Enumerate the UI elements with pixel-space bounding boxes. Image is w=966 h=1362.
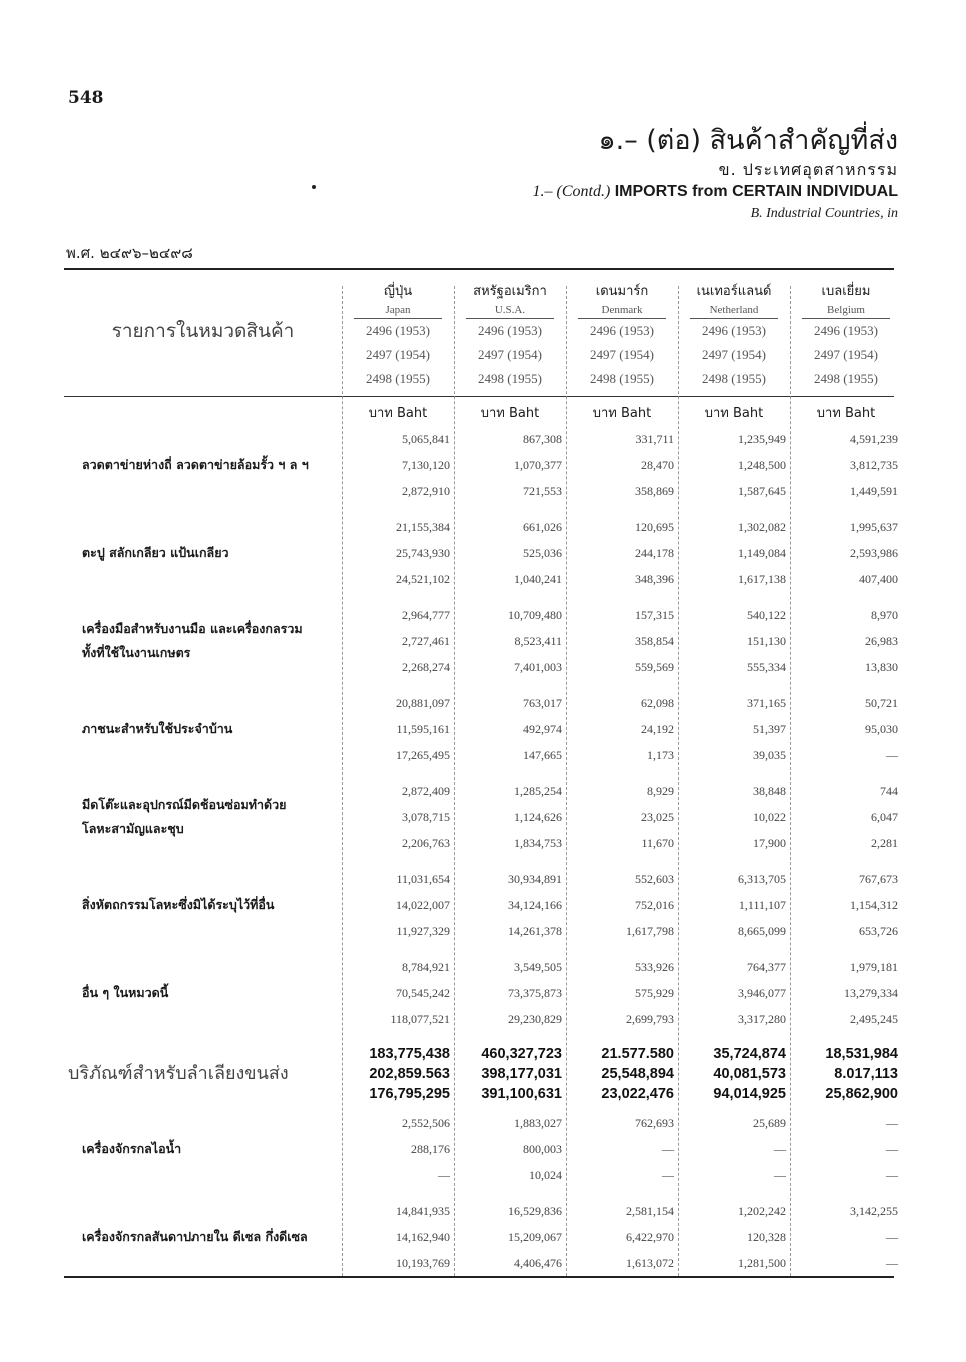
value: 2,872,910 <box>402 484 450 498</box>
value-cell <box>342 426 450 504</box>
value: 2,552,506 <box>402 1116 450 1130</box>
row-label-line: ลวดตาข่ายห่างถี่ ลวดตาข่ายล้อมรั้ว ฯ ล ฯ <box>82 457 309 472</box>
value: 3,549,505 <box>514 960 562 974</box>
value: 1,617,138 <box>738 572 786 586</box>
value-cell <box>342 514 450 592</box>
value: 7,401,003 <box>514 660 562 674</box>
value: — <box>438 1168 450 1182</box>
value-cell <box>342 954 450 1032</box>
value-cell <box>342 1198 450 1276</box>
value: 1,154,312 <box>850 898 898 912</box>
value: 1,883,027 <box>514 1116 562 1130</box>
value-cell <box>566 1198 674 1276</box>
value: 11,927,329 <box>396 924 450 938</box>
year-label: 2498 (1955) <box>478 371 542 386</box>
value: 3,317,280 <box>738 1012 786 1026</box>
value: 3,946,077 <box>738 986 786 1000</box>
row-label-line: เครื่องจักรกลไอน้ำ <box>82 1141 182 1156</box>
value: 3,078,715 <box>402 810 450 824</box>
unit-label: บาท Baht <box>816 406 876 421</box>
value: 1,040,241 <box>514 572 562 586</box>
value: 358,854 <box>635 634 674 648</box>
value-cell <box>342 602 450 680</box>
value: — <box>886 1230 898 1244</box>
value: 1,617,798 <box>626 924 674 938</box>
row-label-line: เครื่องจักรกลสันดาปภายใน ดีเซล กึ่งดีเซล <box>82 1229 308 1244</box>
value: 1,124,626 <box>514 810 562 824</box>
value: 8,784,921 <box>402 960 450 974</box>
value: 744 <box>880 784 898 798</box>
value: 358,869 <box>635 484 674 498</box>
column-header <box>454 268 566 391</box>
value: 8,523,411 <box>514 634 562 648</box>
year-label: 2497 (1954) <box>478 347 542 362</box>
row-label-line: ตะปู สลักเกลียว แป้นเกลียว <box>82 545 229 560</box>
value-cell <box>678 690 786 768</box>
value: — <box>886 1256 898 1270</box>
column-header <box>678 268 790 391</box>
year-label: 2497 (1954) <box>590 347 654 362</box>
value: 30,934,891 <box>508 872 562 886</box>
value: 371,165 <box>747 696 786 710</box>
value-cell <box>790 426 898 504</box>
value: 752,016 <box>635 898 674 912</box>
value-cell <box>790 1198 898 1276</box>
value-cell <box>566 778 674 856</box>
value: 62,098 <box>641 696 674 710</box>
value: 25,862,900 <box>825 1086 898 1102</box>
value: — <box>886 1168 898 1182</box>
value: — <box>662 1168 674 1182</box>
value: 14,841,935 <box>396 1204 450 1218</box>
value-cell <box>678 778 786 856</box>
row-label <box>82 617 352 665</box>
value: — <box>886 1116 898 1130</box>
value: 8,970 <box>871 608 898 622</box>
value: 867,308 <box>523 432 562 446</box>
value: 559,569 <box>635 660 674 674</box>
row-label <box>82 717 352 741</box>
country-thai-name: เบลเยี่ยม <box>821 284 871 299</box>
value: 575,929 <box>635 986 674 1000</box>
value: 767,673 <box>859 872 898 886</box>
value-cell <box>454 426 562 504</box>
value: 17,265,495 <box>396 748 450 762</box>
value: 3,812,735 <box>850 458 898 472</box>
page-number: 548 <box>68 88 104 108</box>
country-english-name: Netherland <box>709 304 759 316</box>
year-label: 2498 (1955) <box>814 371 878 386</box>
value: 763,017 <box>523 696 562 710</box>
value: 4,591,239 <box>850 432 898 446</box>
value: 23,022,476 <box>601 1086 674 1102</box>
value: 1,449,591 <box>850 484 898 498</box>
value: 8,929 <box>647 784 674 798</box>
value: 24,192 <box>641 722 674 736</box>
value-cell <box>342 778 450 856</box>
value-cell <box>566 1044 674 1104</box>
table-bottom-rule <box>64 1276 894 1278</box>
value: 460,327,723 <box>481 1046 562 1062</box>
year-label: 2497 (1954) <box>366 347 430 362</box>
value: 540,122 <box>747 608 786 622</box>
value: 244,178 <box>635 546 674 560</box>
value-cell <box>342 1044 450 1104</box>
value-cell <box>678 1198 786 1276</box>
column-header <box>790 268 902 391</box>
value: 10,193,769 <box>396 1256 450 1270</box>
value: 1,285,254 <box>514 784 562 798</box>
value-cell <box>678 514 786 592</box>
value: 1,202,242 <box>738 1204 786 1218</box>
row-label <box>82 893 352 917</box>
year-label: 2496 (1953) <box>366 323 430 338</box>
row-label <box>82 1137 352 1161</box>
unit-label: บาท Baht <box>592 406 652 421</box>
value-cell <box>454 602 562 680</box>
country-thai-name: เดนมาร์ก <box>595 284 649 299</box>
english-title <box>533 183 899 201</box>
value: 6,047 <box>871 810 898 824</box>
value: 95,030 <box>865 722 898 736</box>
value: 8,665,099 <box>738 924 786 938</box>
value: 11,670 <box>641 836 674 850</box>
value: 407,400 <box>859 572 898 586</box>
value: 653,726 <box>859 924 898 938</box>
row-label-line: มีดโต๊ะและอุปกรณ์มีดช้อนซ่อมทำด้วย <box>82 797 287 812</box>
value: 4,406,476 <box>514 1256 562 1270</box>
value-cell <box>566 954 674 1032</box>
value: 120,695 <box>635 520 674 534</box>
value: 51,397 <box>753 722 786 736</box>
value: 331,711 <box>635 432 674 446</box>
row-label <box>82 981 352 1005</box>
country-english-name: Denmark <box>601 304 643 316</box>
value: 2,964,777 <box>402 608 450 622</box>
value: 1,995,637 <box>850 520 898 534</box>
value-cell <box>566 602 674 680</box>
dot-mark <box>312 185 316 189</box>
value: 24,521,102 <box>396 572 450 586</box>
year-label: 2498 (1955) <box>702 371 766 386</box>
value: 29,230,829 <box>508 1012 562 1026</box>
value: 661,026 <box>523 520 562 534</box>
value: 70,545,242 <box>396 986 450 1000</box>
value-cell <box>454 690 562 768</box>
value: 16,529,836 <box>508 1204 562 1218</box>
value: 5,065,841 <box>402 432 450 446</box>
value: 1,613,072 <box>626 1256 674 1270</box>
unit-label: บาท Baht <box>368 406 428 421</box>
value-cell <box>454 954 562 1032</box>
value: 39,035 <box>753 748 786 762</box>
value: — <box>886 1142 898 1156</box>
value: 34,124,166 <box>508 898 562 912</box>
country-english-name: U.S.A. <box>494 304 526 316</box>
value-cell <box>790 690 898 768</box>
value: 533,926 <box>635 960 674 974</box>
value-cell <box>566 514 674 592</box>
value: 21.577.580 <box>601 1046 674 1062</box>
value: 1,149,084 <box>738 546 786 560</box>
value: 2,495,245 <box>850 1012 898 1026</box>
value-cell <box>678 1110 786 1188</box>
value-cell <box>678 602 786 680</box>
value-cell <box>454 866 562 944</box>
value: 1,979,181 <box>850 960 898 974</box>
english-title-main: IMPORTS from CERTAIN INDIVIDUAL <box>614 183 898 200</box>
value-cell <box>566 866 674 944</box>
value: 764,377 <box>747 960 786 974</box>
value-cell <box>790 866 898 944</box>
value: 10,024 <box>529 1168 562 1182</box>
value-cell <box>678 954 786 1032</box>
value-cell <box>678 1044 786 1104</box>
value: 1,248,500 <box>738 458 786 472</box>
value: 1,173 <box>647 748 674 762</box>
country-thai-name: ญี่ปุ่น <box>383 284 413 299</box>
value: 288,176 <box>411 1142 450 1156</box>
row-label-line: อื่น ๆ ในหมวดนี้ <box>82 985 169 1000</box>
table-header-rule <box>64 396 894 397</box>
value-cell <box>790 954 898 1032</box>
value: 202,859.563 <box>369 1066 450 1082</box>
value: 14,022,007 <box>396 898 450 912</box>
value: 120,328 <box>747 1230 786 1244</box>
value-cell <box>342 866 450 944</box>
country-thai-name: สหรัฐอเมริกา <box>473 284 547 299</box>
value: 25,743,930 <box>396 546 450 560</box>
value: 18,531,984 <box>825 1046 898 1062</box>
row-label-line: สิ่งหัตถกรรมโลหะซึ่งมิได้ระบุไว้ที่อื่น <box>82 897 275 912</box>
row-label <box>82 793 352 841</box>
value: 23,025 <box>641 810 674 824</box>
row-label-line: ทั้งที่ใช้ในงานเกษตร <box>82 645 191 660</box>
year-label: 2496 (1953) <box>478 323 542 338</box>
unit-label: บาท Baht <box>480 406 540 421</box>
value-cell <box>454 1198 562 1276</box>
year-label: 2497 (1954) <box>814 347 878 362</box>
value: 147,665 <box>523 748 562 762</box>
items-header: รายการในหมวดสินค้า <box>111 320 295 342</box>
row-label-line: โลหะสามัญและชุบ <box>82 821 184 836</box>
english-title-contd: 1.– (Contd.) <box>532 183 611 200</box>
value: 94,014,925 <box>713 1086 786 1102</box>
value: 398,177,031 <box>481 1066 562 1082</box>
value: 50,721 <box>865 696 898 710</box>
value: 1,111,107 <box>738 898 786 912</box>
value: 391,100,631 <box>481 1086 562 1102</box>
value: 6,313,705 <box>738 872 786 886</box>
era-years: พ.ศ. ๒๔๙๖–๒๔๙๘ <box>66 244 193 262</box>
value-cell <box>454 514 562 592</box>
value: 20,881,097 <box>396 696 450 710</box>
value: 14,261,378 <box>508 924 562 938</box>
value: 15,209,067 <box>508 1230 562 1244</box>
row-label <box>82 541 352 565</box>
value: 21,155,384 <box>396 520 450 534</box>
value-cell <box>566 690 674 768</box>
value-cell <box>454 778 562 856</box>
value: 11,595,161 <box>396 722 450 736</box>
value: 1,587,645 <box>738 484 786 498</box>
value: 2,581,154 <box>626 1204 674 1218</box>
value: — <box>774 1142 786 1156</box>
value-cell <box>342 1110 450 1188</box>
value-cell <box>790 1044 898 1104</box>
value: 552,603 <box>635 872 674 886</box>
value: 11,031,654 <box>396 872 450 886</box>
value: 28,470 <box>641 458 674 472</box>
value: 38,848 <box>753 784 786 798</box>
value-cell <box>790 1110 898 1188</box>
value: 1,235,949 <box>738 432 786 446</box>
english-subtitle: B. Industrial Countries, in <box>750 206 898 221</box>
value: 10,022 <box>753 810 786 824</box>
value: — <box>774 1168 786 1182</box>
value: 40,081,573 <box>713 1066 786 1082</box>
value: 2,727,461 <box>402 634 450 648</box>
value: 151,130 <box>747 634 786 648</box>
value: — <box>662 1142 674 1156</box>
value-cell <box>566 1110 674 1188</box>
value: 555,334 <box>747 660 786 674</box>
country-english-name: Belgium <box>827 304 865 316</box>
year-label: 2497 (1954) <box>702 347 766 362</box>
column-header <box>566 268 678 391</box>
value: 348,396 <box>635 572 674 586</box>
value: 10,709,480 <box>508 608 562 622</box>
year-label: 2496 (1953) <box>702 323 766 338</box>
value: 25,689 <box>753 1116 786 1130</box>
value: 35,724,874 <box>713 1046 786 1062</box>
row-label-line: เครื่องมือสำหรับงานมือ และเครื่องกลรวม <box>82 621 303 636</box>
value: 1,834,753 <box>514 836 562 850</box>
value: 25,548,894 <box>601 1066 674 1082</box>
value: 26,983 <box>865 634 898 648</box>
column-header <box>342 268 454 391</box>
year-label: 2498 (1955) <box>366 371 430 386</box>
value: 2,699,793 <box>626 1012 674 1026</box>
value-cell <box>790 778 898 856</box>
value: 2,268,274 <box>402 660 450 674</box>
row-label-line: บริภัณฑ์สำหรับลำเลียงขนส่ง <box>68 1063 289 1084</box>
value: 8.017,113 <box>834 1066 898 1082</box>
value-cell <box>566 426 674 504</box>
value: 800,003 <box>523 1142 562 1156</box>
thai-title: ๑.– (ต่อ) สินค้าสำคัญที่ส่ง <box>598 125 898 156</box>
value: 157,315 <box>635 608 674 622</box>
thai-subtitle: ข. ประเทศอุตสาหกรรม <box>718 160 898 179</box>
value-cell <box>790 602 898 680</box>
country-thai-name: เนเทอร์แลนด์ <box>696 284 772 299</box>
value: 2,593,986 <box>850 546 898 560</box>
value: 183,775,438 <box>369 1046 450 1062</box>
row-label <box>68 1062 338 1086</box>
value: 1,302,082 <box>738 520 786 534</box>
country-english-name: Japan <box>385 304 411 316</box>
value: 1,281,500 <box>738 1256 786 1270</box>
value: 17,900 <box>753 836 786 850</box>
year-label: 2496 (1953) <box>590 323 654 338</box>
value: — <box>886 748 898 762</box>
value: 118,077,521 <box>390 1012 450 1026</box>
value: 3,142,255 <box>850 1204 898 1218</box>
value: 762,693 <box>635 1116 674 1130</box>
row-label-line: ภาชนะสำหรับใช้ประจำบ้าน <box>82 721 233 736</box>
value: 721,553 <box>523 484 562 498</box>
value: 1,070,377 <box>514 458 562 472</box>
value: 14,162,940 <box>396 1230 450 1244</box>
value: 6,422,970 <box>626 1230 674 1244</box>
value: 492,974 <box>523 722 562 736</box>
value: 7,130,120 <box>402 458 450 472</box>
year-label: 2496 (1953) <box>814 323 878 338</box>
value-cell <box>678 426 786 504</box>
year-label: 2498 (1955) <box>590 371 654 386</box>
value-cell <box>790 514 898 592</box>
value: 2,872,409 <box>402 784 450 798</box>
value-cell <box>454 1110 562 1188</box>
value: 525,036 <box>523 546 562 560</box>
value-cell <box>678 866 786 944</box>
value: 13,830 <box>865 660 898 674</box>
value-cell <box>342 690 450 768</box>
row-label <box>82 1225 352 1249</box>
value: 73,375,873 <box>508 986 562 1000</box>
row-label <box>82 453 352 477</box>
value: 2,281 <box>871 836 898 850</box>
value: 176,795,295 <box>369 1086 450 1102</box>
value: 2,206,763 <box>402 836 450 850</box>
value: 13,279,334 <box>844 986 898 1000</box>
value-cell <box>454 1044 562 1104</box>
unit-label: บาท Baht <box>704 406 764 421</box>
